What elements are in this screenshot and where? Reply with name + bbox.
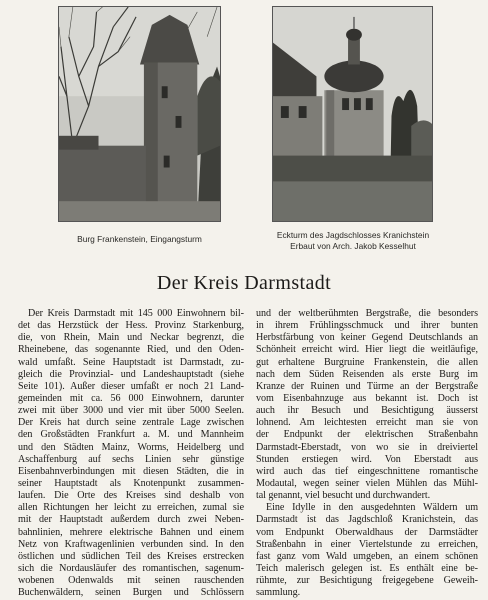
- text-line: Rheinebene, das sogenannte Ried, und den Oden-: [18, 344, 244, 356]
- text-line: und der weltberühmten Bergstraße, die besonders: [256, 308, 478, 319]
- text-line: Aschaffenburg auf sechs Linien sehr günstige: [18, 453, 244, 465]
- text-line: det das Herzstück der Hess. Provinz Starkenburg,: [18, 320, 244, 332]
- text-line: den Großstädten Frankfurt a. M. und Mannheim: [18, 429, 244, 441]
- photo-burg-frankenstein-image: [59, 7, 220, 221]
- text-line: sammlung.: [256, 587, 301, 599]
- text-line: in ihrem Frühlingsschmuck und ihrer bunten: [256, 320, 478, 332]
- text-line: Kranze der Ruinen und Türme an der Bergstraße: [256, 380, 478, 392]
- text-line: Darmstadt-Eberstadt, von wo sie in dreiviertel: [256, 441, 478, 453]
- text-line: nach dem Süden Reisenden als erste Burg im: [256, 368, 478, 380]
- text-line: gemeinden mit ca. 56 000 Einwohnern, darunter: [18, 392, 244, 404]
- text-line: Herbstfärbung von keiner Gegend Deutschlands an: [256, 332, 478, 344]
- text-line: Der Kreis hat durch seine zentrale Lage zwischen: [18, 417, 244, 429]
- text-line: Der Kreis Darmstadt mit 145 000 Einwohnern bil-: [28, 308, 244, 319]
- text-line: Buchenwäldern, seinen Burgen und Schlössern: [18, 587, 244, 599]
- text-line: der Endpunkt der elektrischen Straßenbahn: [256, 429, 478, 441]
- text-line: rühmte, zur Besichtigung freigegebene Geweih-: [256, 575, 478, 587]
- text-line: Modautal, wegen seiner vielen Mühlen das Mühl-: [256, 477, 478, 489]
- text-line: mit der Hauptstadt außerdem durch zwei Neben-: [18, 514, 244, 526]
- text-line: allen Richtungen her leicht zu erreichen, zumal sie: [18, 502, 244, 514]
- text-line: seiner Hauptstadt als Knotenpunkt zusammen-: [18, 477, 244, 489]
- text-line: Straßenbahn in einer Viertelstunde zu erreichen,: [256, 538, 478, 550]
- text-line: wald umfaßt. Seine Hauptstadt ist Darmstadt, zu-: [18, 356, 244, 368]
- text-line: vom Eisenbahnzuge aus bekannt ist. Doch ist: [256, 392, 478, 404]
- text-line: auch ihr Besuch und Besichtigung äusserst: [256, 405, 478, 417]
- text-line: Eine Idylle in den ausgedehnten Wäldern um: [266, 502, 478, 514]
- text-line: wobenen Odenwalds mit seinen rauschenden: [18, 575, 244, 587]
- text-line: die, von Rhein, Main und Neckar begrenzt, die: [18, 332, 244, 344]
- text-line: Eisenbahnverbindungen mit diesen Städten, die in: [18, 465, 244, 477]
- text-line: Darmstadt ist das Jagdschloß Kranichstein, das: [256, 514, 478, 526]
- caption-line: Eckturm des Jagdschlosses Kranichstein: [276, 230, 430, 240]
- text-line: vom Endpunkt Oberwaldhaus der Darmstädter: [256, 526, 478, 538]
- article-column-left: [18, 308, 244, 599]
- text-line: Netz von Kraftwagenlinien verbunden sind. In den: [18, 538, 244, 550]
- text-line: fast ganz vom Wald umgeben, an einem schönen: [256, 550, 478, 562]
- caption-jagdschloss-kranichstein: [258, 230, 448, 251]
- text-line: Teich malerisch gelegen ist. Es enthält eine be-: [256, 562, 478, 574]
- text-line: tal genannt, viel besucht und durchwandert.: [256, 490, 431, 502]
- caption-line: Erbaut von Arch. Jakob Kesselhut: [290, 240, 416, 251]
- text-line: Schönheit erreicht wird. Hier liegt die weitläufige,: [256, 344, 478, 356]
- caption-line: Burg Frankenstein, Eingangsturm: [77, 234, 202, 244]
- caption-burg-frankenstein: [58, 234, 221, 245]
- text-line: gut erhaltene Burgruine Frankenstein, die allen: [256, 356, 478, 368]
- text-line: lohnend. Am leichtesten erreicht man sie von: [256, 417, 478, 429]
- text-line: wird auch das tief eingeschnittene romantische: [256, 465, 478, 477]
- photo-jagdschloss-kranichstein: [272, 6, 433, 222]
- text-line: und den Städten Mainz, Worms, Heidelberg und: [18, 441, 244, 453]
- text-line: östlichen und südlichen Teil des Kreises erstrecken: [18, 550, 244, 562]
- text-line: laufen. Die Orte des Kreises sind deshalb von: [18, 490, 244, 502]
- article-column-right: [256, 308, 478, 599]
- article-title: Der Kreis Darmstadt: [156, 272, 332, 294]
- photo-jagdschloss-kranichstein-image: [273, 7, 432, 221]
- text-line: Seite 101). Außer dieser umfaßt er noch 21 Land-: [18, 380, 244, 392]
- text-line: sich die Nordausläufer des romantischen, sagenum-: [18, 562, 244, 574]
- photo-burg-frankenstein: [58, 6, 221, 222]
- text-line: gleich die Provinzial- und Landeshauptstadt (siehe: [18, 368, 244, 380]
- text-line: Stunden erstiegen wird. Von Eberstadt aus: [256, 453, 478, 465]
- text-line: zwei mit über 3000 und vier mit über 5000 Seelen.: [18, 405, 244, 417]
- text-line: bahnlinien, mehrere elektrische Bahnen und einem: [18, 526, 244, 538]
